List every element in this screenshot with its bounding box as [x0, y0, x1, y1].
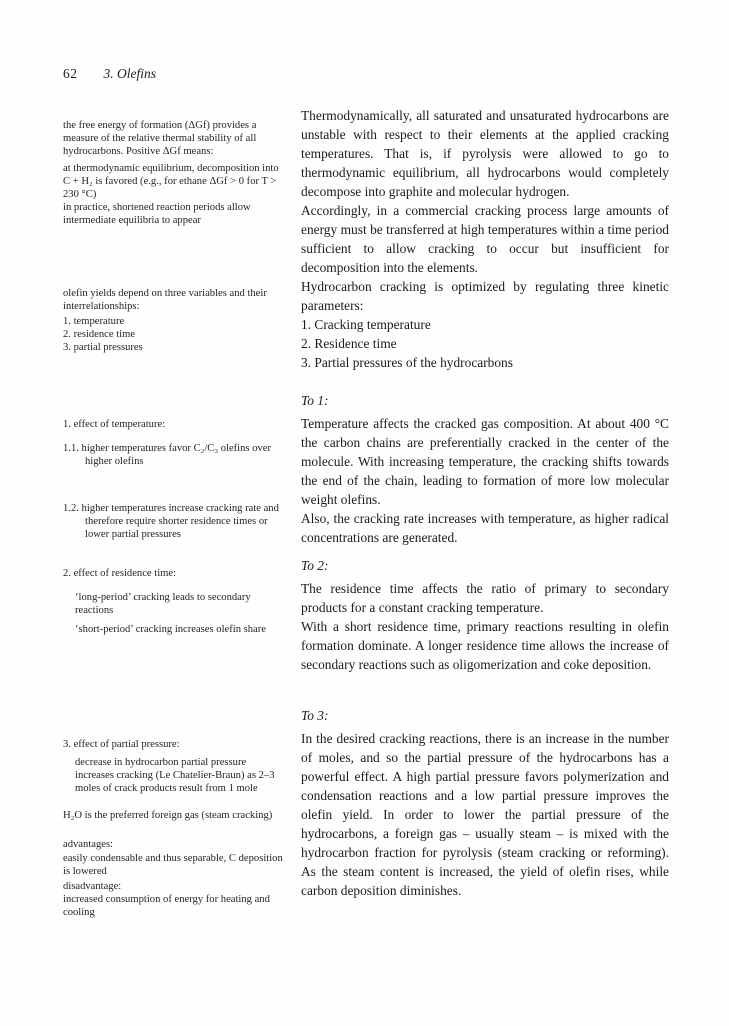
- parameter-list-item: 2. Residence time: [301, 336, 397, 351]
- margin-list-item: 3. partial pressures: [63, 341, 143, 353]
- margin-note-pressure-detail: decrease in hydrocarbon partial pressure increases cracking (Le Chatelier-Braun) as 2–3 moles of crack products result from 1 mole: [75, 757, 275, 794]
- margin-note-short-period: ‘short-period’ cracking increases olefin share: [75, 624, 266, 635]
- main-intro-block: [301, 106, 669, 372]
- section-to-1: [301, 391, 669, 547]
- parameter-list: [301, 315, 669, 372]
- body-paragraph: The residence time affects the ratio of primary to secondary products for a constant cracking temperature.: [301, 581, 669, 615]
- margin-note-steam: H₂O is the preferred foreign gas (steam cracking): [63, 810, 273, 821]
- margin-note-free-energy: the free energy of formation (ΔGf) provides a measure of the relative thermal stability of all hydrocarbons. Positive ΔGf means:: [63, 120, 257, 157]
- margin-note-residence-heading: 2. effect of residence time:: [63, 568, 177, 579]
- body-paragraph: In the desired cracking reactions, there is an increase in the number of moles, and so the partial pressure of the hydrocarbons has a powerful effect. A high partial pressure favors polymerization and condensation reactions and a low partial pressure improves the olefin yield. In order to lower the partial pressure of the hydrocarbons, a foreign gas – usually steam – is mixed with the hydrocarbon fraction for pyrolysis (steam cracking or reforming). As the steam content is increased, the yield of olefin rises, while carbon deposition diminishes.: [301, 731, 669, 898]
- margin-note-disadvantage-heading: disadvantage:: [63, 881, 122, 892]
- body-paragraph: Accordingly, in a commercial cracking process large amounts of energy must be transferred at high temperatures within a time period sufficient to allow cracking to occur but insufficient for decomposition into the elements.: [301, 203, 669, 275]
- body-paragraph: Also, the cracking rate increases with temperature, as higher radical concentrations are generated.: [301, 511, 669, 545]
- margin-note-variables: olefin yields depend on three variables and their interrelationships:: [63, 288, 267, 312]
- margin-note-pressure-heading: 3. effect of partial pressure:: [63, 739, 180, 750]
- parameter-list-item: 1. Cracking temperature: [301, 317, 431, 332]
- body-paragraph: Thermodynamically, all saturated and unsaturated hydrocarbons are unstable with respect to their elements at the applied cracking temperatures. That is, if pyrolysis were allowed to go to thermodynamic equilibrium, all hydrocarbons would completely decompose into graphite and molecular hydrogen.: [301, 108, 669, 199]
- margin-note-variable-list: [63, 316, 287, 354]
- margin-note-temperature-heading: 1. effect of temperature:: [63, 419, 166, 430]
- margin-note-equilibrium: at thermodynamic equilibrium, decomposition into C + H₂ is favored (e.g., for ethane ΔGf > 0 for T > 230 °C): [63, 163, 279, 200]
- parameter-list-item: 3. Partial pressures of the hydrocarbons: [301, 355, 513, 370]
- margin-note-temperature-1: 1.1. higher temperatures favor C₂/C₃ olefins over higher olefins: [63, 443, 272, 467]
- page-number: 62: [63, 66, 78, 81]
- margin-list-item: 1. temperature: [63, 316, 125, 327]
- section-to-3: [301, 706, 669, 900]
- margin-list-item: 2. residence time: [63, 328, 136, 340]
- margin-note-practice: in practice, shortened reaction periods allow intermediate equilibria to appear: [63, 202, 251, 226]
- margin-note-temperature-2: 1.2. higher temperatures increase cracking rate and therefore require shorter residence times or lower partial pressures: [63, 503, 279, 540]
- margin-note-disadvantage: increased consumption of energy for heating and cooling: [63, 894, 270, 918]
- body-paragraph: With a short residence time, primary reactions resulting in olefin formation dominate. A longer residence time allows the increase of secondary reactions such as oligomerization and coke deposition.: [301, 619, 669, 672]
- body-paragraph: Temperature affects the cracked gas composition. At about 400 °C the carbon chains are preferentially cracked in the center of the molecule. With increasing temperature, the cracking shifts towards the end of the chain, leading to formation of more low molecular weight olefins.: [301, 416, 669, 507]
- chapter-title: 3. Olefins: [103, 66, 156, 81]
- body-paragraph: Hydrocarbon cracking is optimized by regulating three kinetic parameters:: [301, 279, 669, 313]
- section-to-2: [301, 556, 669, 674]
- section-heading: To 3:: [301, 708, 329, 723]
- margin-note-long-period: ‘long-period’ cracking leads to secondary reactions: [75, 592, 251, 616]
- margin-note-advantages: easily condensable and thus separable, C deposition is lowered: [63, 853, 283, 877]
- section-heading: To 2:: [301, 558, 329, 573]
- margin-note-advantages-heading: advantages:: [63, 839, 114, 850]
- section-heading: To 1:: [301, 393, 329, 408]
- page-header: [63, 66, 156, 82]
